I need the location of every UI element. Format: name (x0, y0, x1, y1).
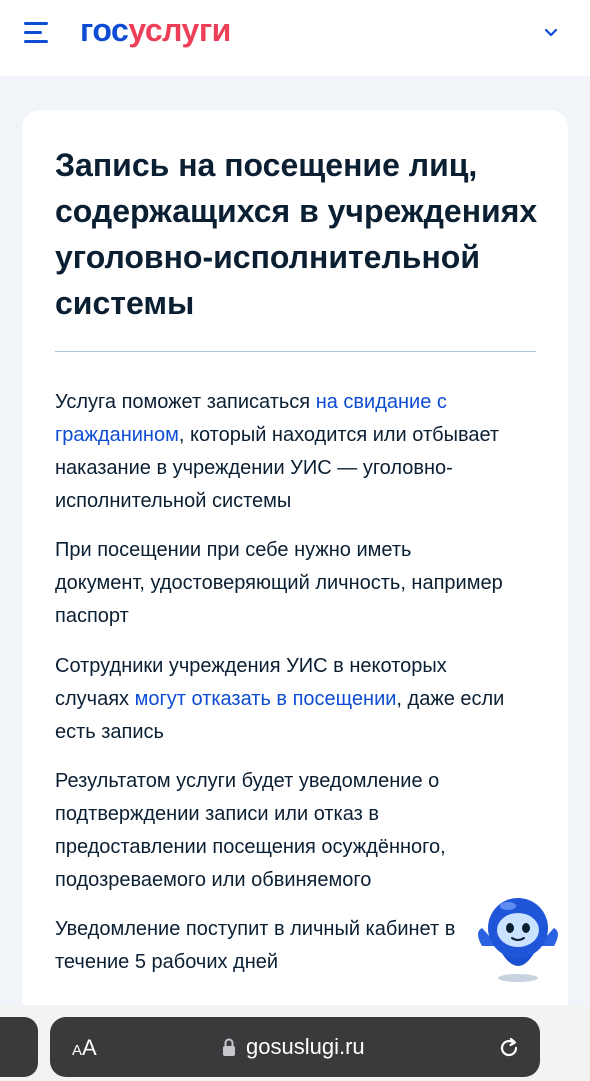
burger-menu-icon[interactable] (24, 22, 52, 44)
p3-text-before: Сотрудники учреждения УИС в некоторых случаях (55, 655, 447, 710)
browser-bottom-bar (0, 1005, 590, 1081)
text-size-small-label: A (72, 1042, 83, 1059)
previous-tab[interactable] (0, 1017, 38, 1077)
lock-icon (222, 1037, 236, 1057)
text-size-button[interactable] (72, 1035, 97, 1061)
url-text: gosuslugi.ru (246, 1034, 365, 1059)
description-paragraph-2: При посещении при себе нужно иметь документ, удостоверяющий личность, например паспорт (55, 539, 503, 627)
address-bar[interactable] (50, 1017, 540, 1077)
description-paragraph-4: Результатом услуги будет уведомление о подтверждении записи или отказ в предоставлении посещения осуждённого, подозреваемого или обвиняемого (55, 770, 446, 891)
page-title: Запись на посещение лиц, содержащихся в учреждениях уголовно-исполнительной системы (55, 147, 538, 321)
reload-icon[interactable] (496, 1035, 522, 1061)
description-paragraph-5: Уведомление поступит в личный кабинет в течение 5 рабочих дней (55, 918, 456, 973)
gosuslugi-logo[interactable] (80, 12, 231, 49)
logo-text-gos: гос (80, 12, 129, 48)
divider (55, 351, 536, 352)
visit-link[interactable]: на свидание с гражданином (55, 391, 447, 446)
text-size-large-label: A (82, 1035, 97, 1060)
chevron-down-icon[interactable] (544, 26, 558, 40)
p3-text-after: , даже если есть запись (55, 688, 505, 743)
assistant-robot-icon[interactable] (472, 892, 564, 984)
p1-text-before: Услуга поможет записаться (55, 391, 316, 413)
refusal-link[interactable]: могут отказать в посещении (134, 688, 397, 710)
site-header (0, 0, 590, 76)
description-paragraph-1 (55, 386, 505, 518)
p1-text-after: , который находится или отбывает наказание в учреждении УИС — уголовно-исполнительной системы (55, 424, 500, 512)
logo-text-uslugi: услуги (128, 12, 231, 48)
description-paragraph-3 (55, 650, 505, 749)
